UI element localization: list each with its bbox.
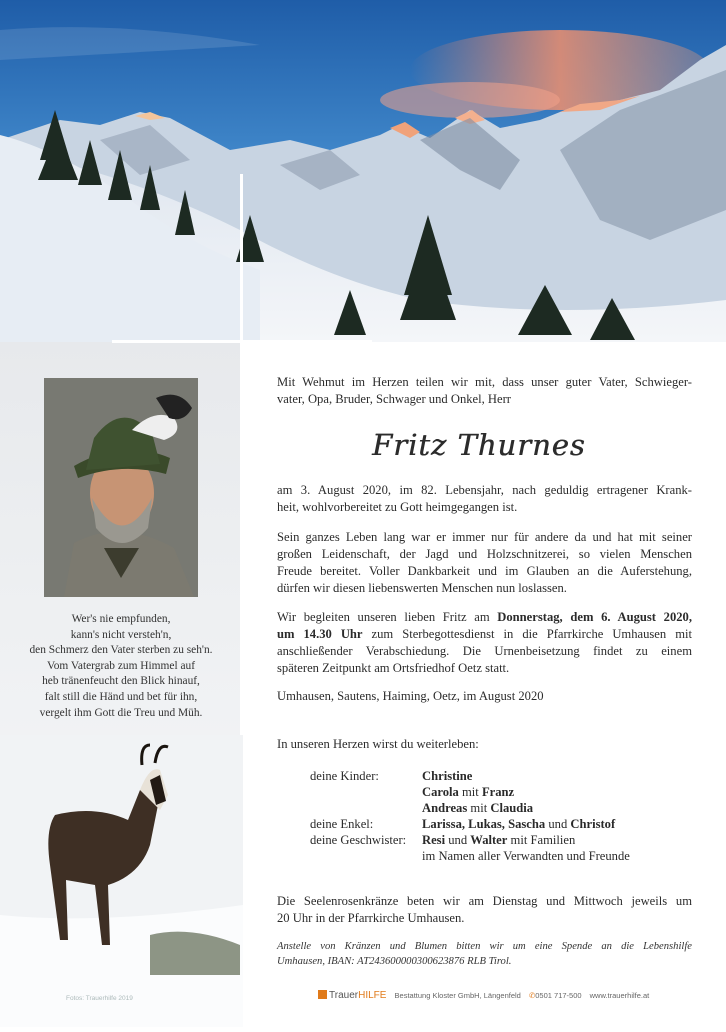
service-line: Wir begleiten unseren lieben Fritz am Donnerstag, dem 6. August 2020, [277, 610, 692, 624]
verse-line: Wer's nie empfunden, [71, 613, 171, 625]
verse-line: falt still die Händ und bet für ihn, [44, 690, 198, 703]
memorial-verse [8, 612, 234, 721]
deceased-name: Fritz Thurnes [372, 428, 586, 462]
donation-line: Umhausen, IBAN: AT243600000300623876 RLB Tirol. [277, 955, 512, 967]
siblings-label: deine Geschwister: [310, 833, 407, 847]
chamois-photo [0, 735, 243, 1027]
portrait-photo [44, 378, 198, 597]
children-line-2: Carola mit Franz [422, 785, 515, 799]
grandchildren-label: deine Enkel: [310, 817, 374, 831]
children-line-3: Andreas mit Claudia [422, 801, 534, 815]
footer-phone: 0501 717-500 [535, 991, 582, 1000]
life-line: dürfen wir diesen liebenswerten Menschen nun loslassen. [277, 581, 567, 595]
service-line: späteren Zeitpunkt am Ortsfriedhof Oetz statt. [277, 661, 510, 675]
life-paragraph [277, 529, 692, 597]
service-paragraph [277, 609, 692, 677]
grandchildren-line: Larissa, Lukas, Sascha und Christof [422, 817, 616, 831]
rosary-paragraph [277, 893, 692, 927]
death-notice-line: heit, wohlvorbereitet zu Gott heimgegangen ist. [277, 500, 518, 514]
footer-company: Bestattung Kloster GmbH, Längenfeld [394, 991, 521, 1000]
children-line-1: Christine [422, 769, 473, 783]
intro-paragraph [277, 374, 692, 408]
brand-name-accent: HILFE [358, 990, 387, 1001]
cross-icon-beam [112, 340, 372, 343]
rosary-line: 20 Uhr in der Pfarrkirche Umhausen. [277, 911, 465, 925]
footer-bar [318, 990, 658, 1004]
photo-watermark: Fotos: Trauerhilfe 2019 [66, 995, 133, 1002]
verse-line: kann's nicht versteh'n, [70, 628, 172, 641]
service-time: um 14.30 Uhr [277, 627, 363, 641]
siblings-line: Resi und Walter mit Familien [422, 833, 576, 847]
remembrance-line: In unseren Herzen wirst du weiterleben: [277, 737, 479, 751]
place-date: Umhausen, Sautens, Haiming, Oetz, im August 2020 [277, 689, 544, 703]
life-line: großen Leidenschaft, der Jagd und Holzschnitzerei, so vielen Menschen [277, 547, 692, 561]
intro-line: vater, Opa, Bruder, Schwager und Onkel, Herr [277, 392, 511, 406]
brand-name: Trauer [329, 990, 359, 1001]
trauerhilfe-logo-icon [318, 990, 327, 999]
death-notice-line: am 3. August 2020, im 82. Lebensjahr, nach geduldig ertragener Krank- [277, 483, 692, 497]
verse-line: vergelt ihm Gott die Treu und Müh. [39, 706, 203, 719]
service-line: anschließender Verabschiedung. Die Urnenbeisetzung findet zu einem [277, 644, 692, 658]
verse-line: den Schmerz den Vater sterben zu seh'n. [29, 644, 213, 657]
service-line: um 14.30 Uhr zum Sterbegottesdienst in die Pfarrkirche Umhausen mit [277, 627, 692, 641]
siblings-line-2: im Namen aller Verwandten und Freunde [422, 849, 630, 863]
verse-line: heb tränenfeucht den Blick hinauf, [42, 675, 200, 688]
footer-web[interactable]: www.trauerhilfe.at [589, 991, 650, 1000]
death-notice-paragraph [277, 482, 692, 516]
donation-line: Anstelle von Kränzen und Blumen bitten wir um eine Spende an die Lebenshilfe [277, 941, 692, 952]
phone-icon: ✆ [528, 991, 536, 1000]
service-date: Donnerstag, dem 6. August 2020, [497, 610, 692, 624]
life-line: Sein ganzes Leben lang war er immer nur für andere da und hat mit seiner [277, 530, 692, 544]
life-line: Freude bereitet. Voller Dankbarkeit und im Glauben an die Auferstehung, [277, 564, 692, 578]
donation-note [277, 940, 692, 970]
mountain-landscape-photo [0, 0, 726, 342]
verse-line: Vom Vatergrab zum Himmel auf [46, 659, 196, 672]
intro-line: Mit Wehmut im Herzen teilen wir mit, dass unser guter Vater, Schwieger- [277, 375, 692, 389]
rosary-line: Die Seelenrosenkränze beten wir am Dienstag und Mittwoch jeweils um [277, 894, 692, 908]
children-label: deine Kinder: [310, 769, 379, 783]
